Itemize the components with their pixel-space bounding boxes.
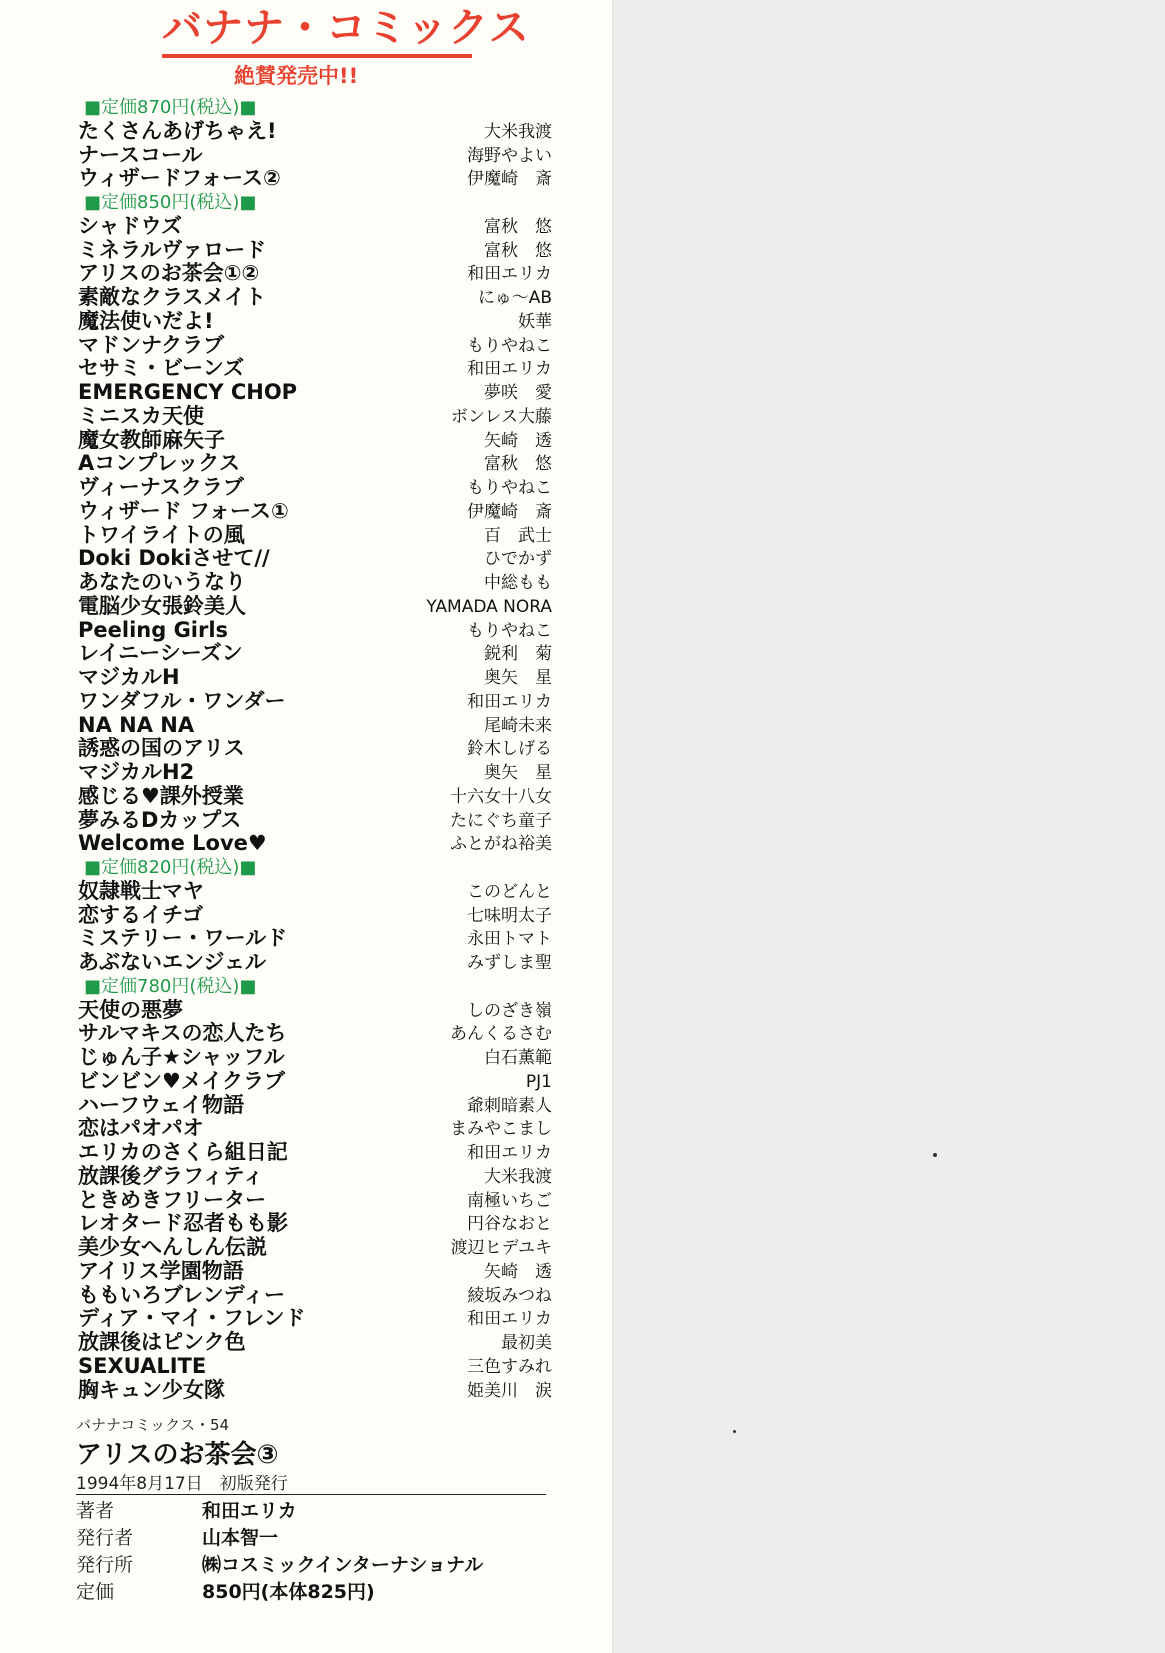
banner-subtitle: 絶賛発売中!! xyxy=(234,64,359,88)
book-author: 奥矢 星 xyxy=(484,668,552,688)
book-author: YAMADA NORA xyxy=(426,596,552,617)
book-author: 白石薫範 xyxy=(484,1048,552,1068)
book-title: シャドウズ xyxy=(78,213,182,238)
book-title: たくさんあげちゃえ! xyxy=(78,118,277,143)
speck xyxy=(933,1153,937,1157)
book-row xyxy=(78,1094,552,1118)
book-author: 夢咲 愛 xyxy=(484,383,552,403)
price-group-header xyxy=(78,96,552,120)
book-row xyxy=(78,429,552,453)
book-title: 魔法使いだよ! xyxy=(78,308,214,333)
book-author: 海野やよい xyxy=(467,145,552,166)
book-row xyxy=(78,1379,552,1403)
credit-value: 和田エリカ xyxy=(202,1500,297,1522)
book-row xyxy=(78,239,552,263)
book-title: ヴィーナスクラブ xyxy=(78,475,244,499)
credit-row xyxy=(76,1552,546,1579)
book-title: マドンナクラブ xyxy=(78,332,225,357)
book-title: ハーフウェイ物語 xyxy=(78,1092,245,1117)
book-author: 爺刺暗素人 xyxy=(467,1095,552,1116)
book-row xyxy=(78,1284,552,1308)
book-author: まみやこまし xyxy=(450,1119,552,1140)
book-author: 富秋 悠 xyxy=(484,216,552,237)
book-author: ボンレス大藤 xyxy=(450,406,552,427)
book-title: ワンダフル・ワンダー xyxy=(78,688,286,713)
credit-row xyxy=(76,1498,546,1525)
book-author: 百 武士 xyxy=(484,525,552,546)
book-row xyxy=(78,476,552,500)
book-title: マジカルH xyxy=(78,665,180,689)
price-label: ■定価820円(税込)■ xyxy=(84,857,257,878)
credit-row xyxy=(76,1525,546,1552)
book-list xyxy=(78,96,552,1402)
book-title: 放課後はピンク色 xyxy=(78,1330,246,1354)
book-title: ディア・マイ・フレンド xyxy=(78,1306,306,1331)
book-row xyxy=(78,999,552,1023)
book-row xyxy=(78,785,552,809)
book-author: 伊魔崎 斎 xyxy=(467,501,552,522)
credit-value: 850円(本体825円) xyxy=(202,1581,375,1603)
book-author: 矢崎 透 xyxy=(484,430,552,451)
book-author: 伊魔崎 斎 xyxy=(467,169,552,190)
book-title: 恋はパオパオ xyxy=(78,1116,204,1141)
book-row xyxy=(78,1189,552,1213)
price-label: ■定価850円(税込)■ xyxy=(84,192,257,213)
book-title: 胸キュン少女隊 xyxy=(78,1377,225,1402)
book-author: 矢崎 透 xyxy=(484,1261,552,1282)
book-row xyxy=(78,167,552,191)
series-banner-title: バナナ・コミックス xyxy=(162,5,530,51)
book-author: 姫美川 涙 xyxy=(467,1380,552,1401)
book-row xyxy=(78,1307,552,1331)
book-title: Doki Dokiさせて// xyxy=(78,546,270,571)
book-author: みずしま聖 xyxy=(467,953,552,973)
book-row xyxy=(78,951,552,975)
book-row xyxy=(78,642,552,666)
book-title: Peeling Girls xyxy=(78,617,229,642)
book-row xyxy=(78,832,552,856)
book-author: 大米我渡 xyxy=(484,121,552,142)
book-author: あんくるさむ xyxy=(450,1024,552,1045)
book-author: もりやねこ xyxy=(467,335,552,356)
book-row xyxy=(78,1141,552,1165)
book-title: ウィザード フォース① xyxy=(78,498,289,523)
book-author: 七味明太子 xyxy=(467,905,552,926)
credit-value: 山本智一 xyxy=(202,1527,279,1549)
book-title: マジカルH2 xyxy=(78,760,195,784)
book-author: このどんと xyxy=(467,881,552,902)
book-title: ももいろブレンディー xyxy=(78,1282,285,1307)
book-row xyxy=(78,595,552,619)
credit-label: 著者 xyxy=(76,1500,115,1522)
speck xyxy=(733,1430,736,1433)
book-row xyxy=(78,809,552,833)
book-title: あなたのいうなり xyxy=(78,570,246,594)
book-row xyxy=(78,357,552,381)
book-row xyxy=(78,405,552,429)
book-author: 三色すみれ xyxy=(467,1356,552,1377)
book-title: ビンビン♥メイクラブ xyxy=(78,1068,285,1093)
book-row xyxy=(78,619,552,643)
book-row xyxy=(78,690,552,714)
book-author: 富秋 悠 xyxy=(484,454,552,475)
book-title: 誘惑の国のアリス xyxy=(78,736,245,761)
credit-label: 発行者 xyxy=(76,1527,134,1549)
book-title: 放課後グラフィティ xyxy=(78,1163,264,1188)
book-author: 妖華 xyxy=(518,311,552,332)
book-title: あぶないエンジェル xyxy=(78,950,267,974)
book-row xyxy=(78,1022,552,1046)
book-row xyxy=(78,904,552,928)
publication-date: 1994年8月17日 初版発行 xyxy=(76,1474,288,1494)
book-title: ミステリー・ワールド xyxy=(78,926,288,951)
book-row xyxy=(78,1236,552,1260)
book-row xyxy=(78,571,552,595)
book-title: 奴隷戦士マヤ xyxy=(78,878,204,903)
book-author: ふとがね裕美 xyxy=(450,834,552,855)
book-row xyxy=(78,1165,552,1189)
book-row xyxy=(78,286,552,310)
price-label: ■定価780円(税込)■ xyxy=(84,975,257,997)
book-title: Aコンプレックス xyxy=(78,451,240,476)
book-title: 感じる♥課外授業 xyxy=(78,783,244,808)
book-author: 鈴木しげる xyxy=(467,739,552,760)
series-number: バナナコミックス・54 xyxy=(76,1416,230,1434)
book-author: 和田エリカ xyxy=(467,359,552,380)
book-author: 綾坂みつね xyxy=(467,1285,552,1306)
book-author: にゅ〜AB xyxy=(478,288,552,308)
book-author: 永田トマト xyxy=(467,929,552,950)
book-title: ウィザードフォース② xyxy=(78,166,281,191)
book-author: 和田エリカ xyxy=(467,1309,552,1330)
book-row xyxy=(78,1331,552,1355)
colophon-divider xyxy=(76,1494,546,1495)
book-row xyxy=(78,1260,552,1284)
credit-value: ㈱コスミックインターナショナル xyxy=(202,1554,484,1576)
book-title: 美少女へんしん伝説 xyxy=(78,1235,267,1259)
book-row xyxy=(78,1117,552,1141)
book-author: 南極いちご xyxy=(467,1190,552,1211)
book-author: 最初美 xyxy=(501,1333,552,1353)
credit-label: 定価 xyxy=(76,1581,115,1603)
price-group-header xyxy=(78,856,552,880)
book-title: 素敵なクラスメイト xyxy=(78,285,266,309)
price-group-header xyxy=(78,975,552,999)
book-title: アリスのお茶会③ xyxy=(76,1440,279,1470)
book-row xyxy=(78,334,552,358)
book-title: 夢みるDカップス xyxy=(78,807,242,832)
book-author: 鋭利 菊 xyxy=(484,644,552,665)
book-row xyxy=(78,524,552,548)
book-author: 奥矢 星 xyxy=(484,763,552,783)
book-title: エリカのさくら組日記 xyxy=(78,1140,288,1164)
book-row xyxy=(78,215,552,239)
book-author: しのざき嶺 xyxy=(467,1000,552,1021)
book-title: SEXUALITE xyxy=(78,1353,207,1378)
book-author: 円谷なおと xyxy=(467,1214,552,1235)
book-row xyxy=(78,120,552,144)
book-title: ナースコール xyxy=(78,142,203,167)
book-title: アイリス学園物語 xyxy=(78,1258,244,1283)
book-title: NA NA NA xyxy=(78,712,195,737)
book-author: たにぐち童子 xyxy=(450,810,552,831)
book-title: ときめきフリーター xyxy=(78,1187,267,1212)
book-author: 和田エリカ xyxy=(467,1143,552,1163)
book-author: 十六女十八女 xyxy=(450,786,552,807)
price-group-header xyxy=(78,191,552,215)
book-title: レイニーシーズン xyxy=(78,641,243,666)
price-label: ■定価870円(税込)■ xyxy=(84,97,257,118)
book-row xyxy=(78,714,552,738)
book-title: 魔女教師麻矢子 xyxy=(78,427,225,452)
book-row xyxy=(78,1355,552,1379)
book-row xyxy=(78,310,552,334)
book-author: ひでかず xyxy=(484,549,552,570)
book-row xyxy=(78,500,552,524)
book-author: 渡辺ヒデユキ xyxy=(450,1238,552,1258)
book-row xyxy=(78,452,552,476)
banner-underline xyxy=(162,54,472,58)
credit-row xyxy=(76,1579,546,1606)
credits-table xyxy=(76,1498,546,1606)
book-title: 天使の悪夢 xyxy=(78,997,183,1022)
book-row xyxy=(78,927,552,951)
book-title: トワイライトの風 xyxy=(78,522,245,547)
book-row xyxy=(78,1046,552,1070)
book-row xyxy=(78,262,552,286)
book-title: サルマキスの恋人たち xyxy=(78,1021,287,1046)
book-author: もりやねこ xyxy=(467,478,552,498)
book-author: もりやねこ xyxy=(467,620,552,641)
book-title: 電脳少女張鈴美人 xyxy=(78,593,246,618)
book-title: ミニスカ天使 xyxy=(78,403,204,428)
book-row xyxy=(78,666,552,690)
credit-label: 発行所 xyxy=(76,1554,134,1576)
book-title: ミネラルヴァロード xyxy=(78,237,267,262)
book-author: 尾崎未来 xyxy=(484,715,552,736)
blank-back-page xyxy=(610,0,1165,1653)
book-title: アリスのお茶会①② xyxy=(78,261,260,286)
book-title: じゅん子★シャッフル xyxy=(78,1045,285,1069)
book-title: セサミ・ビーンズ xyxy=(78,356,245,381)
book-row xyxy=(78,1212,552,1236)
book-row xyxy=(78,761,552,785)
book-row xyxy=(78,737,552,761)
book-row xyxy=(78,381,552,405)
book-row xyxy=(78,547,552,571)
book-author: PJ1 xyxy=(525,1071,552,1092)
book-author: 富秋 悠 xyxy=(484,240,552,261)
book-row xyxy=(78,144,552,168)
book-title: EMERGENCY CHOP xyxy=(78,380,298,404)
book-title: レオタード忍者もも影 xyxy=(78,1211,288,1236)
book-row xyxy=(78,880,552,904)
book-title: 恋するイチゴ xyxy=(78,902,204,927)
book-author: 和田エリカ xyxy=(467,691,552,712)
book-row xyxy=(78,1070,552,1094)
book-author: 中総もも xyxy=(484,573,552,593)
book-author: 和田エリカ xyxy=(467,264,552,285)
book-author: 大米我渡 xyxy=(484,1166,552,1187)
book-title: Welcome Love♥ xyxy=(78,831,267,856)
